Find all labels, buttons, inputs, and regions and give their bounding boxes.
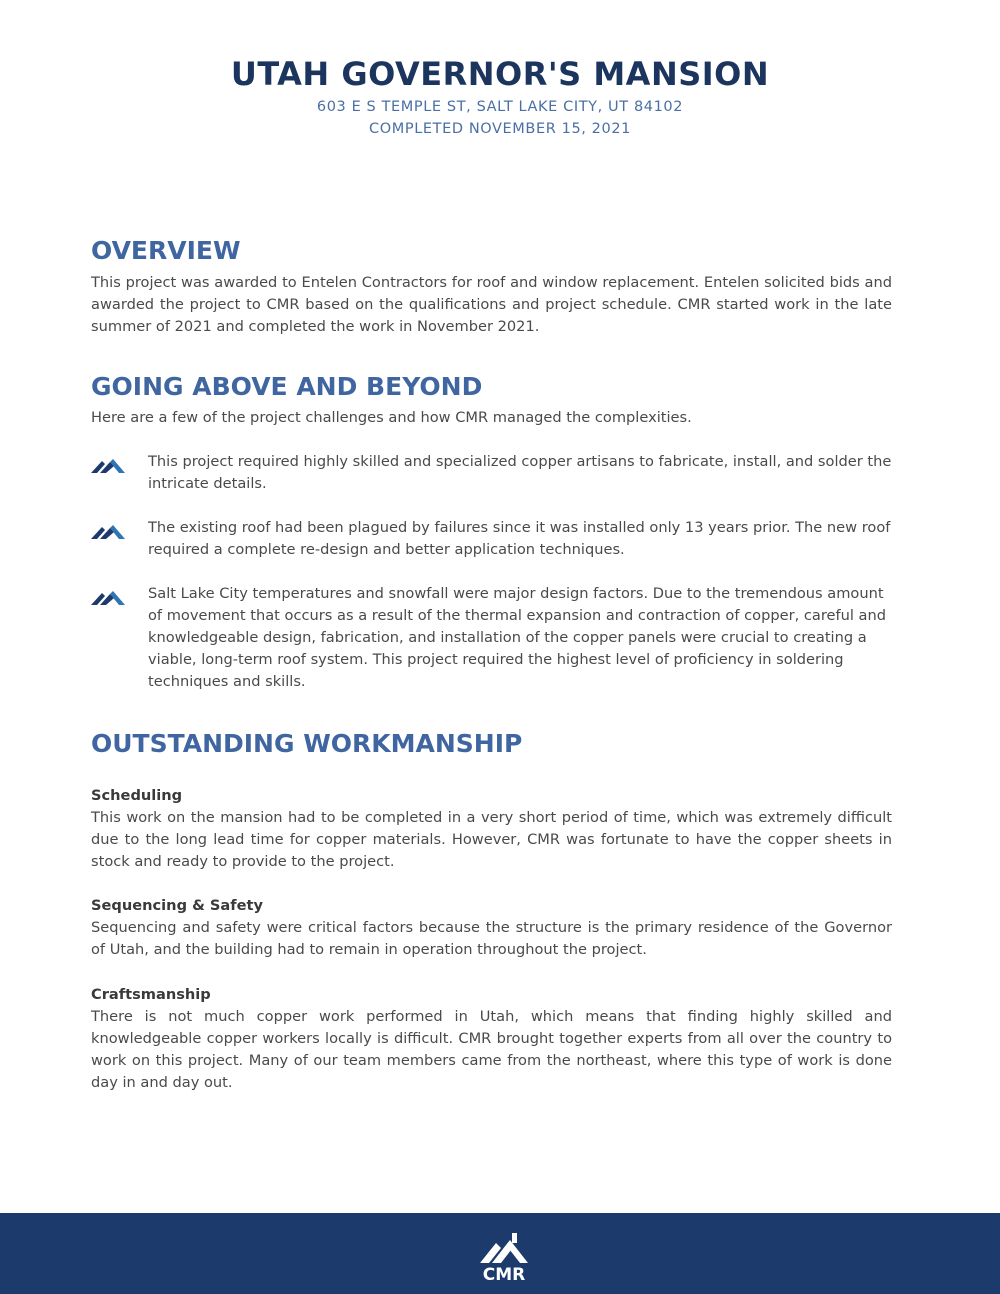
overview-heading: OVERVIEW bbox=[91, 236, 241, 265]
safety-text: Sequencing and safety were critical factors because the structure is the primary residence of the Governor of Utah, and the building had to remain in operation throughout the project. bbox=[91, 919, 892, 958]
beyond-intro: Here are a few of the project challenges and how CMR managed the complexities. bbox=[91, 409, 692, 426]
craftsmanship-text: There is not much copper work performed in Utah, which means that finding highly skilled and knowledgeable copper workers locally is difficult. CMR brought together experts from all over the country to work on this project. Many of our team members came from the northeast, where this type of work is done day in and day out. bbox=[91, 1008, 892, 1091]
craftsmanship-title: Craftsmanship bbox=[91, 986, 211, 1003]
roof-bullet-icon bbox=[91, 453, 127, 475]
bullet-text: Salt Lake City temperatures and snowfall were major design factors. Due to the tremendous amount of movement that occurs as a result of the thermal expansion and contraction of copper, careful and knowledgeable design, fabrication, and installation of the copper panels were crucial to creating a viable, long-term roof system. This project required the highest level of proficiency in soldering techniques and skills. bbox=[148, 585, 887, 690]
page-title: UTAH GOVERNOR'S MANSION bbox=[230, 55, 770, 93]
bullet-text: This project required highly skilled and specialized copper artisans to fabricate, install, and solder the intricate details. bbox=[148, 453, 892, 492]
safety-title: Sequencing & Safety bbox=[91, 897, 264, 914]
roof-bullet-icon bbox=[91, 585, 127, 607]
workmanship-heading: OUTSTANDING WORKMANSHIP bbox=[91, 729, 523, 758]
scheduling-text: This work on the mansion had to be completed in a very short period of time, which was extremely difficult due to the long lead time for copper materials. However, CMR was fortunate to have the copper sheets in stock and ready to provide to the project. bbox=[91, 809, 892, 870]
footer-bar bbox=[0, 1213, 1000, 1294]
cmr-logo bbox=[476, 1227, 532, 1287]
cmr-logo-text: CMR bbox=[482, 1265, 526, 1285]
bullet-text: The existing roof had been plagued by failures since it was installed only 13 years prior. The new roof required a complete re-design and better application techniques. bbox=[148, 519, 891, 558]
scheduling-title: Scheduling bbox=[91, 787, 183, 804]
address-line: 603 E S TEMPLE ST, SALT LAKE CITY, UT 84102 bbox=[316, 99, 684, 115]
beyond-heading: GOING ABOVE AND BEYOND bbox=[91, 372, 483, 401]
completion-date: COMPLETED NOVEMBER 15, 2021 bbox=[369, 121, 631, 137]
roof-bullet-icon bbox=[91, 519, 127, 541]
overview-text: This project was awarded to Entelen Contractors for roof and window replacement. Entelen solicited bids and awarded the project to CMR based on the qualifications and project schedule. CMR started work in the late summer of 2021 and completed the work in November 2021. bbox=[91, 274, 892, 335]
roof-logo-icon bbox=[476, 1227, 532, 1265]
document-header bbox=[0, 52, 1000, 140]
